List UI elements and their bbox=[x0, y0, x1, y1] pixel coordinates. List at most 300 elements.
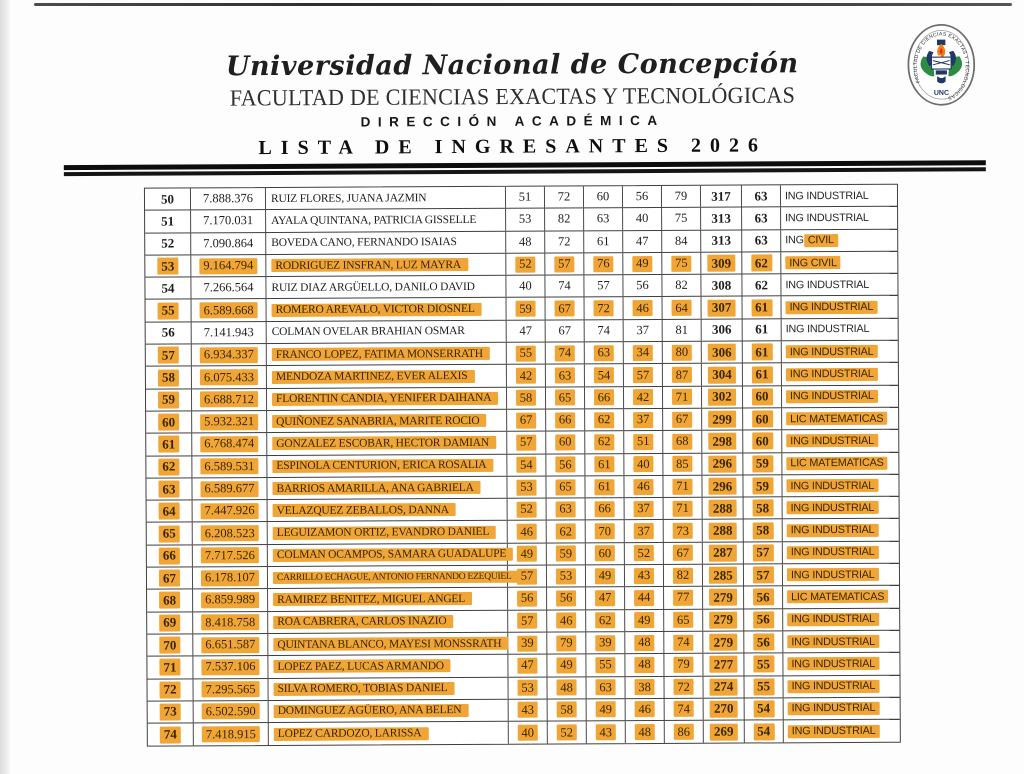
cell-text: 51 bbox=[518, 189, 532, 204]
score-cell-4 bbox=[623, 275, 662, 297]
highlight-mark: 7.295.565 bbox=[202, 681, 260, 697]
highlight-mark: 6.502.590 bbox=[202, 704, 260, 720]
score-cell-1 bbox=[508, 588, 547, 610]
points-cell bbox=[743, 297, 782, 319]
student-name-cell bbox=[266, 209, 506, 232]
cell-text: BOVEDA CANO, FERNANDO ISAIAS bbox=[271, 236, 457, 250]
total-cell bbox=[703, 631, 744, 653]
score-cell-4 bbox=[623, 186, 662, 208]
highlight-mark: 47 bbox=[595, 590, 616, 606]
highlight-mark: 65 bbox=[159, 525, 180, 542]
score-cell-3 bbox=[586, 654, 625, 676]
highlight-mark: 279 bbox=[709, 589, 737, 606]
ingresantes-table bbox=[144, 184, 901, 747]
document-number-cell bbox=[193, 545, 268, 567]
rank-cell bbox=[145, 188, 191, 210]
highlight-mark: LOPEZ CARDOZO, LARISSA bbox=[274, 727, 429, 741]
score-cell-4 bbox=[624, 409, 663, 431]
highlight-mark: 49 bbox=[632, 256, 653, 272]
score-cell-5 bbox=[664, 587, 703, 609]
highlight-mark: 60 bbox=[595, 546, 616, 562]
highlight-mark: 67 bbox=[554, 301, 575, 317]
highlight-mark: 62 bbox=[594, 434, 615, 450]
highlight-mark: 75 bbox=[671, 255, 692, 271]
seal-ring-text: · FACULTAD DE CIENCIAS EXACTAS Y TECNOLÓGICAS · bbox=[912, 31, 970, 103]
highlight-mark: FRANCO LOPEZ, FATIMA MONSERRATH bbox=[272, 347, 490, 361]
highlight-mark: 61 bbox=[751, 344, 772, 361]
highlight-mark: 6.208.523 bbox=[201, 525, 259, 541]
document-number-cell bbox=[194, 701, 269, 723]
highlight-mark: 55 bbox=[753, 656, 774, 673]
score-cell-2 bbox=[546, 298, 585, 320]
rank-cell bbox=[147, 501, 193, 523]
cell-text: ING INDUSTRIAL bbox=[784, 189, 869, 202]
score-cell-3 bbox=[584, 231, 623, 253]
score-cell-2 bbox=[547, 610, 586, 632]
document-number-cell bbox=[193, 589, 268, 611]
rank-cell bbox=[146, 456, 192, 478]
score-cell-3 bbox=[585, 320, 624, 342]
cell-text: 56 bbox=[636, 278, 649, 293]
cell-text: 317 bbox=[711, 188, 731, 204]
score-cell-2 bbox=[546, 454, 585, 476]
score-cell-2 bbox=[547, 565, 586, 587]
highlight-mark: 6.688.712 bbox=[200, 391, 258, 407]
cell-text: 81 bbox=[675, 322, 688, 337]
cell-text: 40 bbox=[635, 211, 649, 226]
score-cell-3 bbox=[584, 275, 623, 297]
total-cell bbox=[701, 252, 742, 274]
score-cell-3 bbox=[585, 409, 624, 431]
career-cell bbox=[783, 631, 899, 653]
highlight-mark: 63 bbox=[555, 367, 576, 383]
highlight-mark: 64 bbox=[159, 503, 180, 520]
highlight-mark: 48 bbox=[634, 635, 655, 651]
highlight-mark: 60 bbox=[555, 434, 576, 450]
document-number-cell bbox=[192, 344, 267, 366]
career-cell bbox=[782, 475, 898, 497]
student-name-cell bbox=[266, 187, 506, 210]
score-cell-3 bbox=[585, 387, 624, 409]
highlight-mark: 59 bbox=[752, 477, 773, 494]
cell-text: RUIZ FLORES, JUANA JAZMIN bbox=[270, 191, 427, 205]
score-cell-4 bbox=[626, 721, 665, 744]
cell-text: ING bbox=[785, 234, 804, 247]
cell-text: 7.141.943 bbox=[203, 325, 254, 340]
score-cell-3 bbox=[585, 431, 624, 453]
score-cell-5 bbox=[663, 342, 702, 364]
score-cell-3 bbox=[587, 721, 626, 744]
score-cell-5 bbox=[663, 386, 702, 408]
highlight-mark: 277 bbox=[710, 656, 738, 673]
highlight-mark: 46 bbox=[632, 300, 653, 316]
highlight-mark: ING INDUSTRIAL bbox=[788, 679, 880, 692]
highlight-mark: ING INDUSTRIAL bbox=[786, 479, 878, 492]
score-cell-4 bbox=[625, 498, 664, 520]
score-cell-4 bbox=[624, 364, 663, 386]
document-number-cell bbox=[192, 389, 267, 411]
rank-cell bbox=[148, 724, 194, 747]
student-name-cell bbox=[267, 454, 507, 477]
document-number-cell bbox=[192, 456, 267, 478]
highlight-mark: 62 bbox=[158, 458, 179, 475]
highlight-mark: 59 bbox=[515, 301, 536, 317]
rank-cell bbox=[148, 679, 194, 701]
score-cell-5 bbox=[662, 275, 701, 297]
document-number-cell bbox=[194, 723, 269, 746]
highlight-mark: 48 bbox=[634, 657, 655, 673]
score-cell-3 bbox=[586, 565, 625, 587]
highlight-mark: ING INDUSTRIAL bbox=[786, 345, 878, 358]
highlight-mark: 61 bbox=[594, 456, 615, 472]
cell-text: 47 bbox=[519, 323, 532, 338]
score-cell-4 bbox=[624, 342, 663, 364]
highlight-mark: ESPINOLA CENTURION, ERICA ROSALIA bbox=[272, 459, 493, 473]
cell-text: 84 bbox=[674, 233, 688, 248]
highlight-mark: 298 bbox=[708, 433, 736, 450]
highlight-mark: 77 bbox=[673, 590, 694, 606]
highlight-mark: 279 bbox=[710, 634, 738, 651]
score-cell-1 bbox=[507, 365, 546, 387]
document-number-cell bbox=[192, 411, 267, 433]
highlight-mark: 74 bbox=[673, 701, 694, 717]
score-cell-3 bbox=[585, 298, 624, 320]
student-name-cell bbox=[267, 477, 507, 500]
cell-text: 54 bbox=[161, 280, 175, 296]
rank-cell bbox=[148, 701, 194, 723]
highlight-mark: 87 bbox=[672, 367, 693, 383]
student-name-cell bbox=[267, 410, 507, 433]
highlight-mark: 65 bbox=[555, 390, 576, 406]
highlight-mark: 6.768.474 bbox=[200, 436, 258, 452]
rank-cell bbox=[146, 434, 192, 456]
score-cell-2 bbox=[545, 186, 584, 208]
total-cell bbox=[701, 275, 742, 297]
student-name-cell bbox=[268, 588, 508, 611]
score-cell-3 bbox=[586, 632, 625, 654]
cell-text: 51 bbox=[161, 213, 175, 229]
rank-cell bbox=[146, 389, 192, 411]
highlight-mark: 55 bbox=[595, 657, 616, 673]
highlight-mark: 34 bbox=[633, 345, 654, 361]
highlight-mark: 6.075.433 bbox=[200, 369, 258, 385]
score-cell-3 bbox=[587, 699, 626, 721]
highlight-mark: 58 bbox=[158, 369, 179, 386]
table-row-rank-74 bbox=[148, 720, 900, 746]
score-cell-5 bbox=[665, 699, 704, 721]
cell-text: 72 bbox=[557, 234, 571, 249]
highlight-mark: 61 bbox=[751, 299, 772, 316]
score-cell-1 bbox=[506, 253, 545, 275]
score-cell-1 bbox=[508, 543, 547, 565]
points-cell bbox=[743, 319, 782, 341]
career-cell bbox=[783, 608, 899, 630]
highlight-mark: 62 bbox=[595, 612, 616, 628]
cell-text: 48 bbox=[518, 234, 532, 249]
points-cell bbox=[742, 230, 781, 252]
cell-text: 79 bbox=[674, 188, 688, 204]
student-name-cell bbox=[267, 321, 507, 344]
highlight-mark: 59 bbox=[158, 391, 179, 408]
cell-text: 306 bbox=[711, 322, 732, 338]
score-cell-5 bbox=[665, 721, 704, 744]
score-cell-3 bbox=[586, 677, 625, 699]
score-cell-4 bbox=[625, 587, 664, 609]
highlight-mark: 57 bbox=[554, 256, 575, 272]
highlight-mark: 6.589.531 bbox=[200, 458, 258, 474]
rank-cell bbox=[147, 657, 193, 679]
student-name-cell bbox=[269, 700, 509, 723]
highlight-mark: 8.418.758 bbox=[201, 614, 259, 630]
score-cell-2 bbox=[547, 632, 586, 654]
total-cell bbox=[702, 386, 743, 408]
student-name-cell bbox=[268, 610, 508, 633]
highlight-mark: 52 bbox=[515, 256, 536, 272]
highlight-mark: 46 bbox=[516, 524, 537, 540]
score-cell-2 bbox=[547, 499, 586, 521]
highlight-mark: 6.934.337 bbox=[200, 347, 258, 363]
highlight-mark: 37 bbox=[633, 523, 654, 539]
score-cell-1 bbox=[507, 387, 546, 409]
highlight-mark: DOMINGUEZ AGÜERO, ANA BELEN bbox=[274, 704, 469, 718]
highlight-mark: SILVA ROMERO, TOBIAS DANIEL bbox=[274, 682, 455, 696]
points-cell bbox=[744, 676, 783, 698]
score-cell-2 bbox=[548, 699, 587, 721]
cell-text: 75 bbox=[674, 211, 688, 226]
points-cell bbox=[744, 542, 783, 564]
points-cell bbox=[744, 520, 783, 542]
total-cell bbox=[701, 186, 742, 208]
career-cell bbox=[781, 207, 897, 229]
student-name-cell bbox=[266, 254, 506, 277]
document-number-cell bbox=[191, 188, 266, 210]
highlight-mark: 296 bbox=[709, 478, 737, 495]
score-cell-5 bbox=[663, 476, 702, 498]
score-cell-5 bbox=[663, 364, 702, 386]
cell-text: 74 bbox=[558, 278, 571, 293]
highlight-mark: 69 bbox=[159, 614, 180, 631]
highlight-mark: ING INDUSTRIAL bbox=[787, 635, 879, 648]
highlight-mark: 54 bbox=[516, 457, 537, 473]
highlight-mark: 72 bbox=[160, 681, 181, 698]
student-name-cell bbox=[267, 365, 507, 388]
highlight-mark: 62 bbox=[594, 412, 615, 428]
highlight-mark: 58 bbox=[752, 500, 773, 517]
double-rule-divider bbox=[64, 160, 986, 175]
highlight-mark: 269 bbox=[710, 723, 738, 740]
highlight-mark: 80 bbox=[672, 345, 693, 361]
score-cell-5 bbox=[664, 632, 703, 654]
cell-text: 61 bbox=[755, 321, 769, 337]
highlight-mark: 85 bbox=[672, 456, 693, 472]
highlight-mark: 42 bbox=[633, 389, 654, 405]
highlight-mark: 57 bbox=[633, 367, 654, 383]
score-cell-2 bbox=[546, 409, 585, 431]
total-cell bbox=[702, 342, 743, 364]
highlight-mark: 74 bbox=[673, 634, 694, 650]
highlight-mark: 67 bbox=[672, 411, 693, 427]
score-cell-5 bbox=[662, 208, 701, 230]
score-cell-4 bbox=[624, 320, 663, 342]
highlight-mark: 49 bbox=[595, 702, 616, 718]
rank-cell bbox=[145, 255, 191, 277]
highlight-mark: 56 bbox=[517, 591, 538, 607]
score-cell-4 bbox=[624, 476, 663, 498]
score-cell-4 bbox=[625, 676, 664, 698]
highlight-mark: 62 bbox=[555, 524, 576, 540]
total-cell bbox=[701, 208, 742, 230]
document-number-cell bbox=[193, 634, 268, 656]
highlight-mark: LIC MATEMATICAS bbox=[787, 590, 888, 604]
highlight-mark: 304 bbox=[708, 366, 736, 383]
highlight-mark: 51 bbox=[633, 434, 654, 450]
highlight-mark: FLORENTIN CANDIA, YENIFER DAIHANA bbox=[272, 392, 498, 406]
highlight-mark: 73 bbox=[672, 523, 693, 539]
cell-text: 61 bbox=[596, 233, 610, 249]
student-name-cell bbox=[266, 276, 506, 299]
highlight-mark: ING INDUSTRIAL bbox=[787, 657, 879, 670]
highlight-mark: 59 bbox=[556, 546, 577, 562]
score-cell-1 bbox=[509, 722, 548, 745]
career-cell bbox=[783, 653, 899, 675]
career-cell bbox=[782, 319, 898, 341]
score-cell-5 bbox=[662, 186, 701, 208]
document-number-cell bbox=[192, 322, 267, 344]
points-cell bbox=[743, 431, 782, 453]
highlight-mark: 63 bbox=[594, 345, 615, 361]
highlight-mark: 66 bbox=[594, 501, 615, 517]
score-cell-2 bbox=[545, 253, 584, 275]
points-cell bbox=[743, 341, 782, 363]
highlight-mark: 61 bbox=[594, 479, 615, 495]
score-cell-2 bbox=[547, 588, 586, 610]
highlight-mark: 43 bbox=[634, 568, 655, 584]
total-cell bbox=[703, 542, 744, 564]
cell-text: 63 bbox=[754, 210, 768, 226]
highlight-mark: 9.164.794 bbox=[199, 258, 257, 274]
highlight-mark: 54 bbox=[594, 367, 615, 383]
score-cell-4 bbox=[624, 431, 663, 453]
score-cell-5 bbox=[664, 542, 703, 564]
career-cell bbox=[782, 341, 898, 363]
score-cell-1 bbox=[507, 298, 546, 320]
page-title: LISTA DE INGRESANTES 2026 bbox=[258, 134, 768, 160]
cell-text: 52 bbox=[161, 235, 175, 251]
highlight-mark: 7.717.526 bbox=[201, 547, 259, 563]
highlight-mark: 62 bbox=[751, 254, 772, 271]
rank-cell bbox=[146, 300, 192, 322]
score-cell-3 bbox=[586, 543, 625, 565]
highlight-mark: 73 bbox=[160, 703, 181, 720]
score-cell-2 bbox=[547, 521, 586, 543]
document-number-cell bbox=[191, 210, 266, 232]
highlight-mark: QUIÑONEZ SANABRIA, MARITE ROCIO bbox=[272, 414, 486, 428]
highlight-mark: 61 bbox=[158, 436, 179, 453]
highlight-mark: 57 bbox=[516, 435, 537, 451]
highlight-mark: 42 bbox=[516, 368, 537, 384]
score-cell-5 bbox=[662, 230, 701, 252]
score-cell-5 bbox=[663, 409, 702, 431]
highlight-mark: MENDOZA MARTINEZ, EVER ALEXIS bbox=[272, 369, 475, 383]
score-cell-2 bbox=[546, 365, 585, 387]
highlight-mark: 82 bbox=[673, 567, 694, 583]
cell-text: 7.266.564 bbox=[203, 280, 254, 295]
highlight-mark: 48 bbox=[634, 724, 655, 740]
student-name-cell bbox=[266, 231, 506, 254]
highlight-mark: ING INDUSTRIAL bbox=[786, 300, 878, 313]
document-number-cell bbox=[193, 656, 268, 678]
highlight-mark: 76 bbox=[593, 256, 614, 272]
highlight-mark: 288 bbox=[709, 500, 737, 517]
student-name-cell bbox=[267, 343, 507, 366]
career-cell bbox=[781, 252, 897, 274]
score-cell-2 bbox=[547, 543, 586, 565]
highlight-mark: ING INDUSTRIAL bbox=[786, 434, 878, 447]
rank-cell bbox=[145, 211, 191, 233]
cell-text: 82 bbox=[675, 278, 688, 293]
score-cell-2 bbox=[548, 721, 587, 744]
student-name-cell bbox=[268, 655, 508, 678]
cell-text: 313 bbox=[711, 232, 732, 248]
cell-text: 313 bbox=[711, 210, 731, 226]
score-cell-1 bbox=[508, 632, 547, 654]
highlight-mark: 67 bbox=[159, 570, 180, 587]
student-name-cell bbox=[268, 521, 508, 544]
rank-cell bbox=[147, 545, 193, 567]
total-cell bbox=[702, 475, 743, 497]
highlight-mark: 39 bbox=[517, 635, 538, 651]
highlight-mark: 49 bbox=[556, 657, 577, 673]
document-number-cell bbox=[191, 255, 266, 277]
student-name-cell bbox=[268, 633, 508, 656]
score-cell-4 bbox=[625, 654, 664, 676]
student-name-cell bbox=[268, 499, 508, 522]
score-cell-1 bbox=[508, 610, 547, 632]
score-cell-4 bbox=[623, 231, 662, 253]
points-cell bbox=[743, 475, 782, 497]
highlight-mark: 79 bbox=[673, 657, 694, 673]
highlight-mark: 37 bbox=[633, 412, 654, 428]
highlight-mark: 49 bbox=[595, 568, 616, 584]
document-number-cell bbox=[191, 233, 266, 255]
highlight-mark: 57 bbox=[752, 567, 773, 584]
cell-text: 57 bbox=[597, 278, 610, 293]
total-cell bbox=[703, 520, 744, 542]
highlight-mark: ING INDUSTRIAL bbox=[786, 367, 878, 380]
total-cell bbox=[702, 297, 743, 319]
points-cell bbox=[742, 185, 781, 207]
score-cell-1 bbox=[507, 432, 546, 454]
career-cell bbox=[782, 430, 898, 452]
highlight-mark: 86 bbox=[673, 724, 694, 740]
career-cell bbox=[783, 541, 899, 563]
score-cell-1 bbox=[507, 454, 546, 476]
points-cell bbox=[745, 698, 784, 720]
document-number-cell bbox=[192, 433, 267, 455]
cell-text: COLMAN OVELAR BRAHIAN OSMAR bbox=[271, 325, 465, 339]
highlight-mark: 55 bbox=[158, 302, 179, 319]
highlight-mark: 7.537.106 bbox=[201, 659, 259, 675]
highlight-mark: ING INDUSTRIAL bbox=[788, 725, 880, 738]
cell-text: 47 bbox=[635, 233, 649, 248]
total-cell bbox=[703, 676, 744, 698]
highlight-mark: 37 bbox=[633, 501, 654, 517]
highlight-mark: 6.589.677 bbox=[200, 481, 258, 497]
score-cell-3 bbox=[586, 587, 625, 609]
score-cell-1 bbox=[506, 231, 545, 253]
highlight-mark: ROA CABRERA, CARLOS INAZIO bbox=[273, 615, 453, 629]
highlight-mark: 79 bbox=[556, 635, 577, 651]
